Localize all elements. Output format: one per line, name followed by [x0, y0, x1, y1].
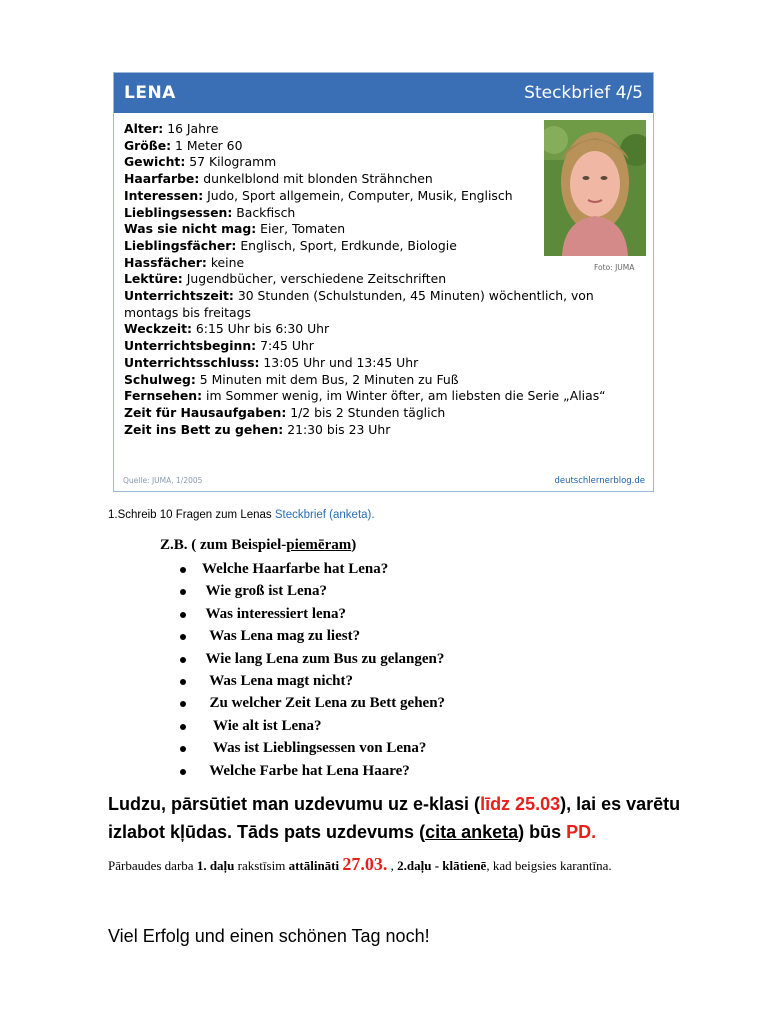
question-text: Was Lena mag zu liest?: [202, 628, 361, 645]
fact-row: [124, 338, 644, 355]
exam-part-2: 2.daļu - klātienē: [397, 858, 487, 873]
question-text: Wie lang Lena zum Bus zu gelangen?: [202, 650, 445, 667]
bullet-icon: [180, 769, 186, 775]
exam-remote: attālināti: [288, 858, 340, 873]
fact-value: dunkelblond mit blonden Strähnchen: [203, 171, 433, 187]
fact-label: Weckzeit:: [124, 321, 192, 337]
fact-row: [124, 255, 526, 272]
task-1-text: 1.Schreib 10 Fragen zum Lenas: [108, 509, 275, 521]
exam-note-part: , kad beigsies karantīna.: [486, 858, 612, 873]
fact-value: 6:15 Uhr bis 6:30 Uhr: [195, 321, 330, 337]
fact-row: [124, 288, 644, 321]
fact-label: Unterrichtsschluss:: [124, 354, 260, 370]
fact-label: Haarfarbe:: [124, 171, 200, 187]
question-text: Was ist Lieblingsessen von Lena?: [202, 740, 427, 757]
fact-value: 13:05 Uhr und 13:45 Uhr: [263, 354, 419, 370]
fact-label: Zeit für Hausaufgaben:: [124, 404, 287, 420]
farewell: Viel Erfolg und einen schönen Tag noch!: [108, 926, 430, 946]
card-header: [114, 73, 653, 113]
fact-row: [124, 372, 644, 389]
fact-value: im Sommer wenig, im Winter öfter, am liebsten die Serie „Alias“: [206, 388, 606, 404]
exam-note-part: Pārbaudes darba: [108, 858, 197, 873]
deadline: līdz 25.03: [480, 794, 561, 814]
fact-row: [124, 188, 526, 205]
instruction-part: Ludzu, pārsūtiet man uzdevumu uz e-klasi (: [108, 794, 481, 814]
exam-date: 27.03.: [342, 854, 388, 874]
fact-label: Gewicht:: [124, 154, 186, 170]
fact-row: [124, 121, 526, 138]
question-text: Zu welcher Zeit Lena zu Bett gehen?: [202, 695, 446, 712]
fact-row: [124, 138, 526, 155]
card-tag: Steckbrief 4/5: [524, 83, 643, 103]
fact-value: Englisch, Sport, Erdkunde, Biologie: [240, 237, 457, 253]
fact-row: [124, 405, 644, 422]
exam-note: [108, 856, 668, 874]
instruction: [108, 790, 708, 846]
card-name: LENA: [124, 83, 176, 103]
source-note: Quelle: JUMA, 1/2005: [123, 476, 203, 485]
photo-credit: Foto: JUMA: [594, 263, 635, 272]
example-suffix: ): [351, 537, 357, 553]
bullet-icon: [180, 634, 186, 640]
exam-part-1: 1. daļu: [196, 858, 235, 873]
steckbrief-card: [113, 72, 654, 492]
fact-value: Jugendbücher, verschiedene Zeitschriften: [186, 271, 447, 287]
bullet-icon: [180, 701, 186, 707]
task-1-link[interactable]: Steckbrief (anketa).: [274, 509, 375, 521]
fact-label: Unterrichtsbeginn:: [124, 338, 257, 354]
question-text: Was Lena magt nicht?: [202, 672, 353, 689]
exam-note-part: rakstīsim: [234, 858, 289, 873]
example-underlined: piemēram: [286, 537, 352, 553]
fact-row: [124, 171, 526, 188]
fact-value: 5 Minuten mit dem Bus, 2 Minuten zu Fuß: [199, 371, 459, 387]
fact-value: 57 Kilogramm: [189, 154, 277, 170]
fact-row: [124, 221, 526, 238]
fact-label: Lieblingsfächer:: [124, 237, 237, 253]
fact-row: [124, 355, 644, 372]
fact-value: 1/2 bis 2 Stunden täglich: [290, 404, 446, 420]
bullet-icon: [180, 567, 186, 573]
instruction-part: ) būs: [518, 822, 567, 842]
example-heading: [160, 537, 356, 554]
bullet-icon: [180, 612, 186, 618]
fact-row: [124, 154, 526, 171]
fact-label: Interessen:: [124, 187, 204, 203]
bullet-icon: [180, 679, 186, 685]
bullet-icon: [180, 589, 186, 595]
site-link[interactable]: deutschlernerblog.de: [554, 476, 645, 486]
question-text: Was interessiert lena?: [202, 605, 347, 622]
fact-value: 21:30 bis 23 Uhr: [287, 421, 391, 437]
fact-value: 1 Meter 60: [175, 137, 243, 153]
bullet-icon: [180, 657, 186, 663]
fact-label: Größe:: [124, 137, 172, 153]
fact-value: 30 Stunden (Schulstunden, 45 Minuten) wöchentlich, von montags bis freitags: [124, 288, 594, 320]
fact-label: Lieblingsessen:: [124, 204, 233, 220]
fact-label: Was sie nicht mag:: [124, 221, 257, 237]
fact-label: Schulweg:: [124, 371, 196, 387]
fact-label: Unterrichtszeit:: [124, 288, 234, 304]
fact-value: keine: [210, 254, 245, 270]
lena-photo: [544, 120, 646, 256]
question-text: Welche Farbe hat Lena Haare?: [202, 762, 410, 779]
fact-label: Zeit ins Bett zu gehen:: [124, 421, 284, 437]
question-text: Welche Haarfarbe hat Lena?: [202, 561, 389, 577]
fact-value: Judo, Sport allgemein, Computer, Musik, Englisch: [207, 187, 513, 203]
instruction-part: ), lai es varētu izlabot kļūdas. Tāds pats uzdevums (: [108, 794, 681, 842]
fact-row: [124, 422, 644, 439]
pd-label: PD.: [566, 822, 597, 842]
fact-row: [124, 388, 644, 405]
exam-note-part: ,: [387, 858, 398, 873]
fact-label: Fernsehen:: [124, 388, 203, 404]
task-1: [108, 509, 375, 521]
fact-value: Eier, Tomaten: [260, 221, 346, 237]
fact-row: [124, 321, 644, 338]
fact-row: [124, 205, 526, 222]
question-text: Wie alt ist Lena?: [202, 717, 322, 734]
example-prefix: Z.B. ( zum Beispiel-: [160, 537, 287, 553]
fact-row: [124, 238, 526, 255]
instruction-underlined: cita anketa: [425, 822, 519, 842]
fact-label: Hassfächer:: [124, 254, 207, 270]
fact-label: Alter:: [124, 121, 164, 136]
fact-label: Lektüre:: [124, 271, 183, 287]
fact-value: 16 Jahre: [167, 121, 219, 136]
question-text: Wie groß ist Lena?: [202, 583, 328, 600]
fact-row: [124, 271, 526, 288]
bullet-icon: [180, 724, 186, 730]
fact-value: 7:45 Uhr: [260, 338, 314, 354]
fact-value: Backfisch: [236, 204, 296, 220]
bullet-icon: [180, 746, 186, 752]
